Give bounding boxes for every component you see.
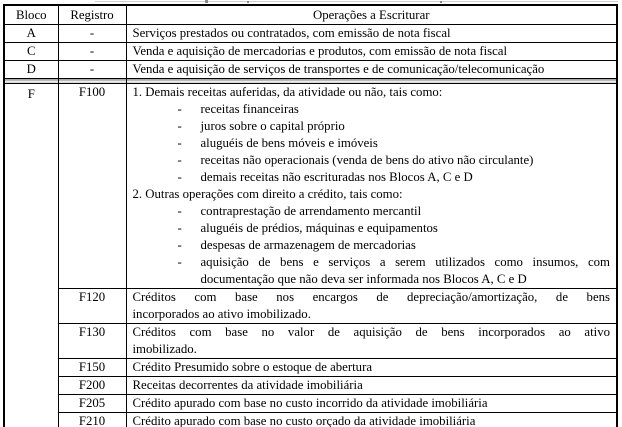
table-row-f200 (4, 377, 617, 395)
cell-operacoes: Serviços prestados ou contratados, com emissão de nota fiscal (126, 25, 617, 43)
cell-operacoes: Venda e aquisição de serviços de transportes e de comunicação/telecomunicação (126, 61, 617, 79)
cell-bloco: D (4, 61, 58, 79)
cell-operacoes (126, 324, 617, 359)
list-dash: - (177, 136, 182, 150)
list-dash: - (177, 119, 182, 133)
cell-registro: F130 (58, 324, 126, 359)
list-item (133, 237, 611, 254)
list-item-text: receitas financeiras (200, 102, 299, 116)
cell-operacoes: Venda e aquisição de mercadorias e produtos, com emissão de nota fiscal (126, 43, 617, 61)
list-dash: - (177, 153, 182, 167)
list-dash: - (177, 238, 182, 252)
list-dash: - (177, 102, 182, 116)
cell-operacoes: Crédito Presumido sobre o estoque de abertura (126, 359, 617, 377)
cell-registro: - (58, 43, 126, 61)
cell-operacoes-f100 (126, 84, 617, 289)
numbered-item: 1. Demais receitas auferidas, da atividade ou não, tais como: (132, 85, 443, 99)
header-row (4, 5, 617, 25)
table-row-f205 (4, 395, 617, 413)
list-item-text: receitas não operacionais (venda de bens do ativo não circulante) (200, 153, 534, 167)
list-item-text: aquisição de bens e serviços a serem utilizados como insumos, com (200, 255, 610, 269)
list-item (133, 118, 611, 135)
cell-bloco-f: F (4, 84, 58, 427)
cell-line: Créditos com base no valor de aquisição de bens incorporados ao ativo (132, 325, 610, 339)
table-row-f120 (4, 289, 617, 324)
list-item (133, 101, 611, 118)
table-row-bloco-d (4, 61, 617, 79)
cell-line: incorporados ao ativo imobilizado. (132, 307, 311, 321)
list-item (133, 135, 611, 152)
cell-line: Créditos com base nos encargos de depreciação/amortização, de bens (132, 290, 610, 304)
list-item (133, 254, 611, 271)
cell-registro: - (58, 25, 126, 43)
cell-registro: F120 (58, 289, 126, 324)
header-registro: Registro (58, 5, 126, 25)
list-item (133, 203, 611, 220)
clipped-text-artifact (440, 1, 442, 3)
list-item-text: aluguéis de bens móveis e imóveis (200, 136, 378, 150)
clipped-text-artifact (205, 0, 208, 3)
cell-registro: F210 (58, 413, 126, 427)
table-row-f100 (4, 84, 617, 289)
header-operacoes: Operações a Escriturar (126, 5, 617, 25)
list-item-continuation: documentação que não deva ser informada nos Blocos A, C e D (200, 272, 527, 286)
list-dash: - (177, 170, 182, 184)
list-item (133, 169, 611, 186)
list-item-text: juros sobre o capital próprio (200, 119, 345, 133)
table-row-f210 (4, 413, 617, 427)
cell-line: imobilizado. (132, 342, 197, 356)
cell-registro: F205 (58, 395, 126, 413)
table-row-bloco-a (4, 25, 617, 43)
list-dash: - (177, 221, 182, 235)
list-dash: - (177, 204, 182, 218)
cell-operacoes: Crédito apurado com base no custo incorrido da atividade imobiliária (126, 395, 617, 413)
list-item-text: demais receitas não escrituradas nos Blocos A, C e D (200, 170, 473, 184)
cell-operacoes: Receitas decorrentes da atividade imobiliária (126, 377, 617, 395)
table-row-f130 (4, 324, 617, 359)
cell-registro: - (58, 61, 126, 79)
cell-registro: F150 (58, 359, 126, 377)
table-row-bloco-c (4, 43, 617, 61)
cell-bloco: A (4, 25, 58, 43)
list-dash: - (177, 255, 182, 269)
sped-blocks-table (3, 4, 618, 427)
list-item-text: contraprestação de arrendamento mercantil (200, 204, 422, 218)
numbered-item: 2. Outras operações com direito a crédito, tais como: (132, 187, 403, 201)
list-item (133, 152, 611, 169)
cell-registro: F100 (58, 84, 126, 289)
cell-operacoes: Crédito apurado com base no custo orçado da atividade imobiliária (126, 413, 617, 427)
list-item-text: aluguéis de prédios, máquinas e equipamentos (200, 221, 438, 235)
cell-operacoes (126, 289, 617, 324)
table-row-f150 (4, 359, 617, 377)
clipped-text-artifact (247, 1, 249, 3)
list-item-text: despesas de armazenagem de mercadorias (200, 238, 416, 252)
clipped-rule-artifact (95, 1, 618, 2)
cell-bloco: C (4, 43, 58, 61)
list-item (133, 220, 611, 237)
header-bloco: Bloco (4, 5, 58, 25)
cell-registro: F200 (58, 377, 126, 395)
